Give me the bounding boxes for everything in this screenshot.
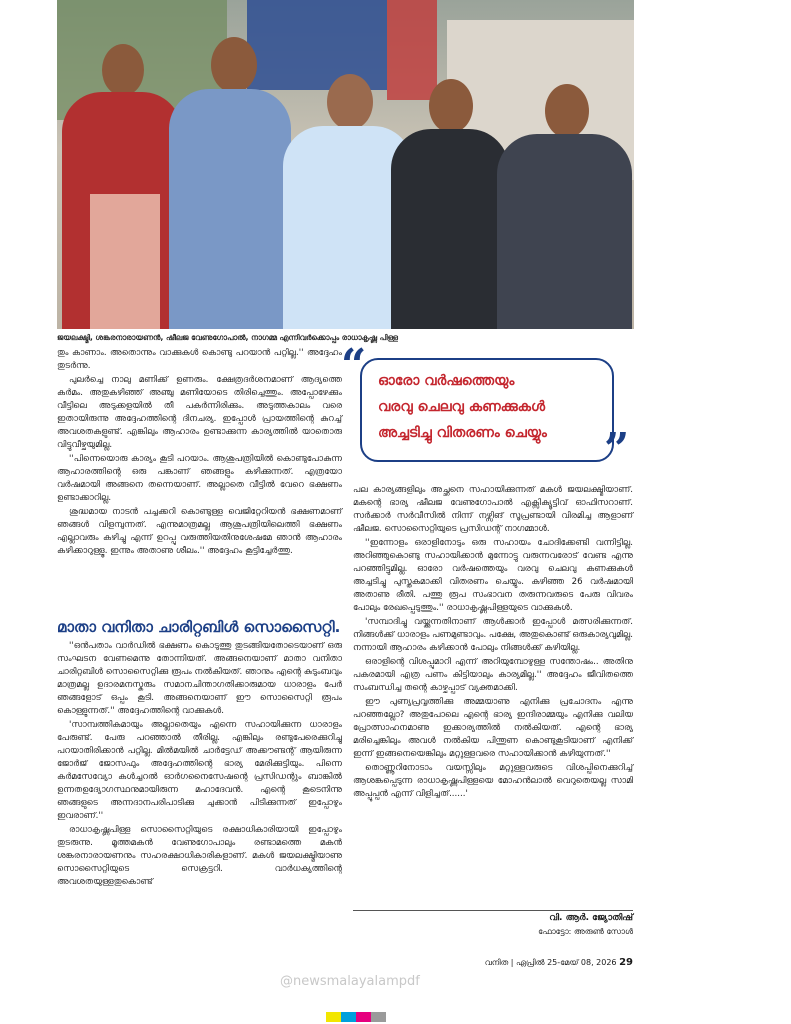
paragraph: തും കാണാം. അതൊന്നും വാക്കുകൾ കൊണ്ടു പറയാൻ പറ്റില്ല.'' അദ്ദേഹം തുടർന്നു. xyxy=(57,348,342,371)
paragraph: 'സമ്പാദിച്ചു വയ്ക്കുന്നതിനാണ് ആൾക്കാർ ഇപ്പോൾ മത്സരിക്കുന്നത്. നിങ്ങൾക്ക് ധാരാളം പണമുണ്ടാവും. പക്ഷേ, അതുകൊണ്ട് ഒരുകാര്യവുമില്ല. നന്നായി ആഹാരം കഴിക്കാൻ പോലും നിങ്ങൾക്ക് കഴിയില്ല. xyxy=(353,617,634,653)
color-swatch xyxy=(341,1012,356,1022)
byline-divider xyxy=(353,910,633,911)
pull-quote-line: വരവു ചെലവു കണക്കുകൾ xyxy=(378,399,546,415)
left-column-lower xyxy=(57,640,342,890)
author-byline: വി. ആർ. ജ്യോതിഷ് xyxy=(549,913,633,923)
person-sheelaja-venugopal xyxy=(391,79,509,329)
right-column xyxy=(353,484,633,802)
person-jayalakshmi xyxy=(62,44,182,329)
left-column xyxy=(57,347,342,559)
group-photo xyxy=(57,0,634,329)
paragraph: രാധാകൃഷ്ണപിള്ള സൊസൈറ്റിയുടെ രക്ഷാധികാരിയായി ഇപ്പോഴും തുടരുന്നു. മൂത്തമകൻ വേണുഗോപാലും രണ്ടാമത്തെ മകൻ ശങ്കരനാരായണനും സഹരക്ഷാധികാരികളാണ്. മകൾ ജയലക്ഷ്മിയാണു സൊസൈറ്റിയുടെ സെക്രട്ടറി. വാർധക്യത്തിന്റെ അവശതയുള്ളതുകൊണ്ട് xyxy=(57,825,342,887)
photo-credit: ഫോട്ടോ: അരുൺ സോൾ xyxy=(538,927,633,936)
person-nagammal xyxy=(497,84,632,329)
footer-publication: വനിത | ഏപ്രിൽ 25-മേയ് 08, 2026 xyxy=(484,958,617,967)
paragraph: ഒരാളിന്റെ വിശപ്പുമാറി എന്ന് അറിയുമ്പോഴുള്ള സന്തോഷം.. അതിനു പകരമായി എത്ര പണം കിട്ടിയാലും കാര്യമില്ല.'' അദ്ദേഹം ജീവിതത്തെ സംബന്ധിച്ച തന്റെ കാഴ്ചപ്പാട് വ്യക്തമാക്കി. xyxy=(353,657,633,693)
paragraph: ''പിന്നെയൊരു കാര്യം കൂടി പറയാം. ആശുപത്രിയിൽ കൊണ്ടുപോകുന്ന ആഹാരത്തിന്റെ ഒരു പങ്കാണ് ഞങ്ങളും കഴിക്കുന്നത്. എത്രയോ വർഷമായി അങ്ങനെ തന്നെയാണ്. അല്ലാതെ വീട്ടിൽ വേറെ ഭക്ഷണം ഉണ്ടാക്കാറില്ല. xyxy=(57,454,342,503)
page-number: 29 xyxy=(619,957,633,968)
watermark: @newsmalayalampdf xyxy=(280,974,420,989)
pull-quote-text xyxy=(378,368,598,446)
person-sankaranarayanan xyxy=(169,37,291,329)
paragraph: പുലർച്ചെ നാലു മണിക്ക് ഉണരും. ക്ഷേത്രദർശനമാണ് ആദ്യത്തെ കർമം. അതുകഴിഞ്ഞ് അഞ്ചു മണിയോടെ തിരിച്ചെത്തും. അപ്പോഴേക്കും വീട്ടിലെ അടുക്കളയിൽ തീ പകർന്നിരിക്കും. അടുത്തകാലം വരെ ഇതായിരുന്നു അദ്ദേഹത്തിന്റെ ദിനചര്യ. ഇപ്പോൾ പ്രായത്തിന്റെ കുറച്ച് അവശതകളുണ്ട്. എങ്കിലും ആഹാരം ഉണ്ടാക്കുന്ന കാര്യത്തിൽ യാതൊരു വിട്ടുവീഴ്ചയുമില്ല. xyxy=(57,375,342,450)
photo-caption: ജയലക്ഷ്മി, ശങ്കരനാരായണൻ, ഷീലജ വേണുഗോപാൽ, നാഗമ്മ എന്നിവർക്കൊപ്പം രാധാകൃഷ്ണ പിള്ള xyxy=(57,333,398,342)
color-swatch xyxy=(356,1012,371,1022)
paragraph: ഈ പുണ്യപ്രവൃത്തിക്കു അമ്മയാണു എനിക്കു പ്രചോദനം എന്നു പറഞ്ഞല്ലോ? അതുപോലെ എന്റെ ഭാര്യ ഇന്ദിരാമ്മയും എനിക്കു വലിയ പ്രോത്സാഹനമാണു ഇക്കാര്യത്തിൽ നൽകിയത്. എന്റെ ഭാര്യ മരിച്ചെങ്കിലും അവൾ നൽകിയ പിന്തുണ കൊണ്ടുകൂടിയാണ് എനിക്ക് ഇന്ന് ഇങ്ങനെയെങ്കിലും മറ്റുള്ളവരെ സഹായിക്കാൻ കഴിയുന്നത്.'' xyxy=(353,697,633,759)
pull-quote-line: അച്ചടിച്ചു വിതരണം ചെയ്യും xyxy=(378,425,547,441)
open-quote-icon: “ xyxy=(341,340,367,391)
print-color-bar xyxy=(326,1012,386,1022)
paragraph: ''ഇന്നോളം ഒരാളിനോടും ഒരു സഹായം ചോദിക്കേണ്ടി വന്നിട്ടില്ല. അറിഞ്ഞുകൊണ്ടു സഹായിക്കാൻ മുന്നോട്ടു വരുന്നവരോട് വേണ്ട എന്നു പറഞ്ഞിട്ടുമില്ല. ഓരോ വർഷത്തെയും വരവു ചെലവു കണക്കുകൾ അച്ചടിച്ചു പുസ്തകമാക്കി വിതരണം ചെയ്യും. കഴിഞ്ഞ 26 വർഷമായി അതാണു രീതി. പത്തു രൂപ സംഭാവന തരുന്നവരുടെ പേരു വിവരം പോലും രേഖപ്പെടുത്തും.'' രാധാകൃഷ്ണപിള്ളയുടെ വാക്കുകൾ. xyxy=(353,538,633,613)
pull-quote-line: ഓരോ വർഷത്തെയും xyxy=(378,373,515,389)
close-quote-icon: ” xyxy=(604,424,630,475)
color-swatch xyxy=(326,1012,341,1022)
section-heading: മാതാ വനിതാ ചാരിറ്റബിൾ സൊസൈറ്റി. xyxy=(57,618,341,636)
color-swatch xyxy=(371,1012,386,1022)
paragraph: തൊണ്ണൂറിനോടാം വയസ്സിലും മറ്റുള്ളവരുടെ വിശപ്പിനെക്കുറിച്ച് ആശങ്കപ്പെടുന്ന രാധാകൃഷ്ണപിള്ളയെ മോഹൻലാൽ വെറുതെയല്ല സാമി അപ്പൂപ്പൻ എന്ന് വിളിച്ചത്......' xyxy=(353,763,633,799)
page-footer xyxy=(400,957,633,968)
paragraph: പല കാര്യങ്ങളിലും അച്ഛനെ സഹായിക്കുന്നത് മകൾ ജയലക്ഷ്മിയാണ്. മകന്റെ ഭാര്യ ഷീലജ വേണുഗോപാൽ എക്സിക്യൂട്ടിവ് ഓഫിസറാണ്. സർക്കാർ സർവീസിൽ നിന്ന് നഴ്സിങ് സൂപ്രണ്ടായി വിരമിച്ച ആളാണ് ഷീലജ. സൊസൈറ്റിയുടെ പ്രസിഡന്റ് നാഗമ്മാൾ. xyxy=(353,485,633,534)
paragraph: 'സാമ്പത്തികമായും അല്ലാതെയും എന്നെ സഹായിക്കുന്ന ധാരാളം പേരുണ്ട്. പേരു പറഞ്ഞാൽ തീരില്ല. എങ്കിലും രണ്ടുപേരെക്കുറിച്ചു പറയാതിരിക്കാൻ പറ്റില്ല. മിൽമയിൽ ചാർട്ടേഡ് അക്കൗണ്ടന്റ് ആയിരുന്ന ജോർജ് ജോസഫും അദ്ദേഹത്തിന്റെ ഭാര്യ മേരിക്കുട്ടിയും. പിന്നെ കർമസേവ്യോ കൾച്ചറൽ ഓർഗനൈസേഷന്റെ പ്രസിഡന്റും ബാങ്കിൽ ഉന്നതഉദ്യോഗസ്ഥനുമായിരുന്ന മഹാദേവൻ. എന്റെ കൂടെനിന്നു ഞങ്ങളുടെ അന്നദാനപരിപാടിക്കു ചുക്കാൻ പിടിക്കുന്നത് ഇപ്പോഴും ഇവരാണ്.'' xyxy=(57,720,342,821)
paragraph: ''ഒൻപതാം വാർഡിൽ ഭക്ഷണം കൊടുത്തു തുടങ്ങിയതോടെയാണ് ഒരു സംഘടന വേണമെന്നു തോന്നിയത്. അങ്ങനെയാണ് മാതാ വനിതാ ചാരിറ്റബിൾ സൊസൈറ്റിക്കു രൂപം നൽകിയത്. ഞാനും എന്റെ കുടുംബവും മാത്രമല്ല ഉദാരമനസ്കരും സമാനചിന്താഗതിക്കാരുമായ ധാരാളം പേർ ഞങ്ങളോട് ഒപ്പം കൂടി. അങ്ങനെയാണ് ഈ സൊസൈറ്റി രൂപം കൊള്ളുന്നത്.'' അദ്ദേഹത്തിന്റെ വാക്കുകൾ. xyxy=(57,641,342,716)
paragraph: ശുദ്ധമായ നാടൻ പച്ചക്കറി കൊണ്ടുള്ള വെജിറ്റേറിയൻ ഭക്ഷണമാണ് ഞങ്ങൾ വിളമ്പുന്നത്. എന്നുമാത്രമല്ല ആശുപത്രിയിലെത്തി ഭക്ഷണം എല്ലാവരും കഴിച്ചു എന്ന് ഉറപ്പു വരുത്തിയതിനുശേഷമേ ഞാൻ ആഹാരം കഴിക്കാറുള്ളൂ. ഇന്നും അതാണു ശീലം.'' അദ്ദേഹം കൂട്ടിച്ചേർത്തു. xyxy=(57,507,342,556)
